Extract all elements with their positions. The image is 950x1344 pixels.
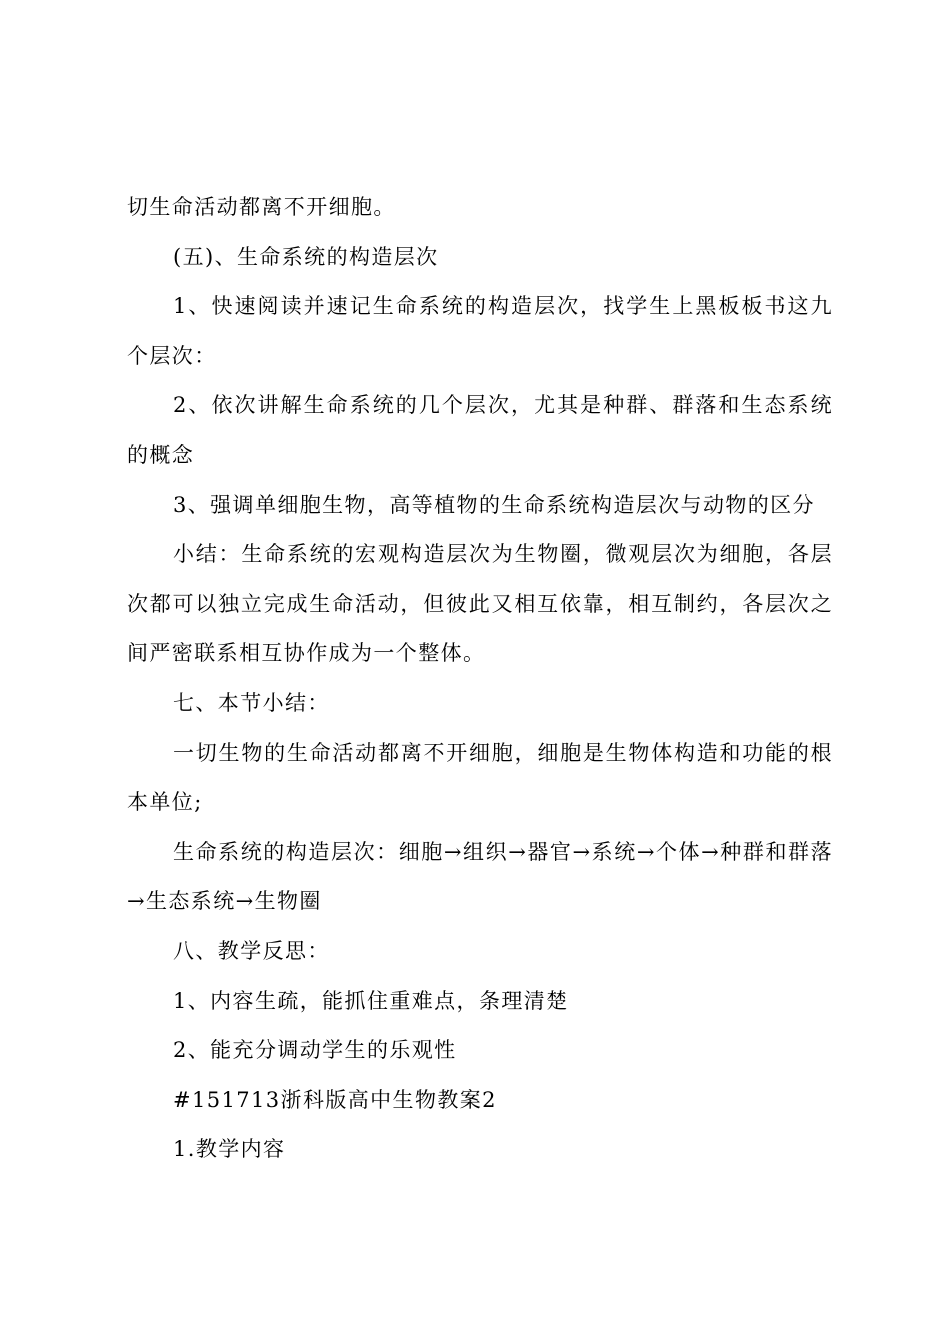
section-heading-five: (五)、生命系统的构造层次	[173, 244, 439, 269]
document-title-2: #151713浙科版高中生物教案2	[173, 1087, 497, 1112]
section-heading-seven: 七、本节小结：	[173, 690, 330, 715]
paragraph-step-1: 1、快速阅读并速记生命系统的构造层次，找学生上黑板板书这九个层次：	[127, 294, 833, 368]
paragraph-step-3: 3、强调单细胞生物，高等植物的生命系统构造层次与动物的区分	[173, 492, 815, 517]
paragraph-section-summary-2: 生命系统的构造层次：细胞→组织→器官→系统→个体→种群和群落→生态系统→生物圈	[127, 839, 833, 914]
section-heading-eight: 八、教学反思：	[173, 938, 330, 963]
paragraph-teaching-content: 1.教学内容	[173, 1137, 286, 1162]
paragraph-reflection-1: 1、内容生疏，能抓住重难点，条理清楚	[173, 988, 569, 1013]
document-body	[127, 183, 833, 1175]
paragraph-section-summary-1: 一切生物的生命活动都离不开细胞，细胞是生物体构造和功能的根本单位;	[127, 740, 833, 815]
paragraph-continuation: 切生命活动都离不开细胞。	[127, 195, 396, 219]
paragraph-step-2: 2、依次讲解生命系统的几个层次，尤其是种群、群落和生态系统的概念	[127, 393, 833, 467]
paragraph-reflection-2: 2、能充分调动学生的乐观性	[173, 1038, 457, 1063]
paragraph-summary: 小结：生命系统的宏观构造层次为生物圈，微观层次为细胞，各层次都可以独立完成生命活动，但彼此又相互依靠，相互制约，各层次之间严密联系相互协作成为一个整体。	[127, 542, 833, 666]
